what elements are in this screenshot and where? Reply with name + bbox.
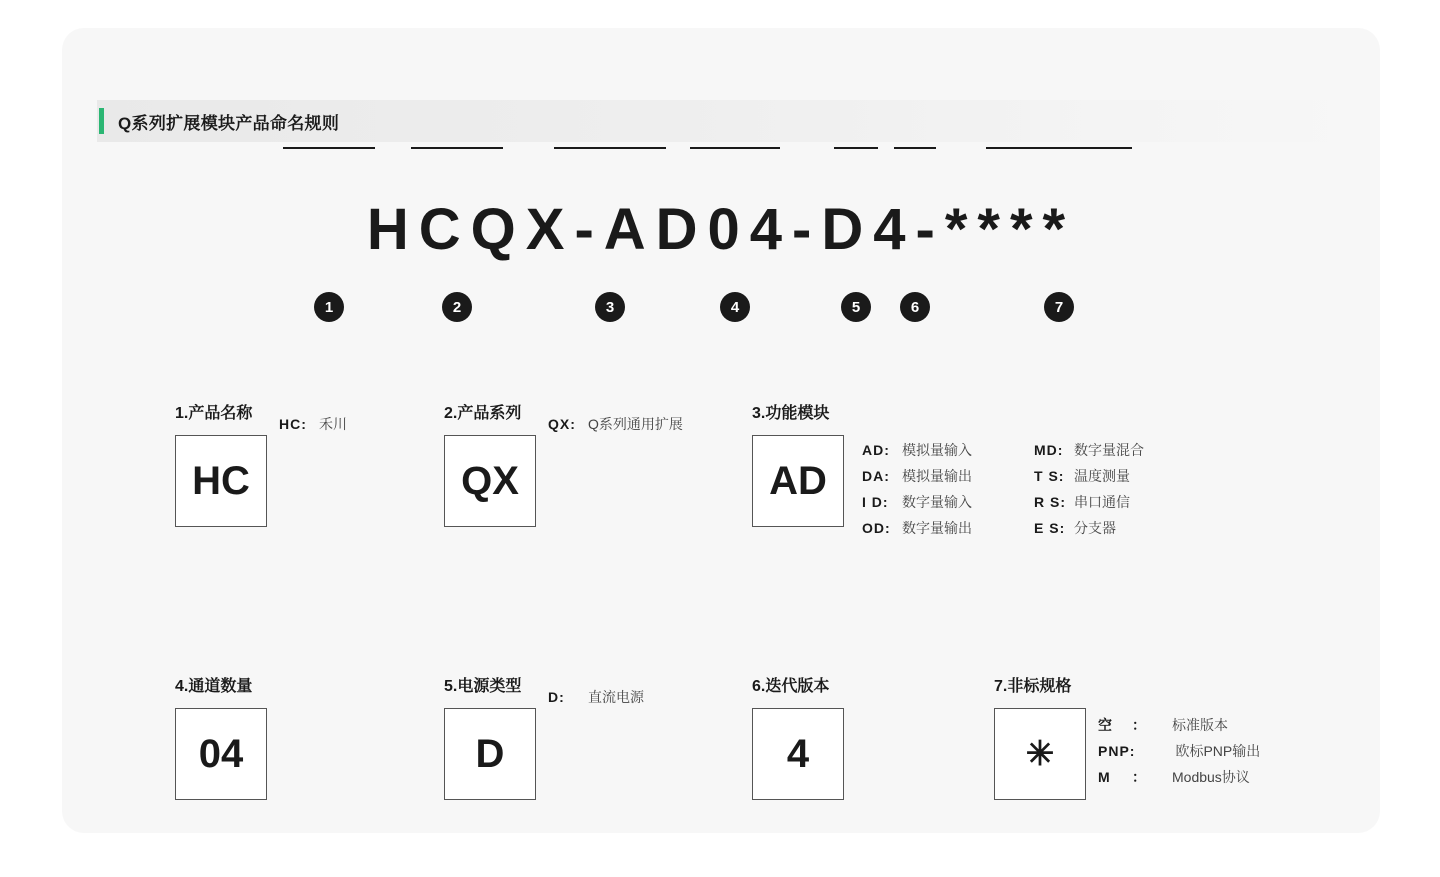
product-code: HCQX-AD04-D4-**** [366, 197, 1076, 262]
segment-bullet-2: 2 [442, 292, 472, 322]
legend-power-type [548, 684, 644, 710]
panel-header [97, 100, 1349, 142]
legend-function-module-col2 [1034, 437, 1144, 541]
section-title: 6.迭代版本 [752, 678, 830, 695]
section-function-module [752, 400, 1144, 541]
section-power-type [444, 673, 644, 800]
segment-bullet-1: 1 [314, 292, 344, 322]
legend-value: 禾川 [319, 416, 347, 432]
segment-underline-2 [411, 147, 503, 149]
legend-value: 数字量混合 [1074, 442, 1144, 458]
legend-function-module-col1 [862, 437, 972, 541]
code-box-hc: HC [175, 435, 267, 527]
code-box-4: 4 [752, 708, 844, 800]
legend-key: DA: [862, 468, 890, 484]
legend-key: D: [548, 689, 565, 705]
code-box-asterisk: ✳ [994, 708, 1086, 800]
segment-bullet-5: 5 [841, 292, 871, 322]
legend-product-series [548, 411, 683, 437]
code-box-qx: QX [444, 435, 536, 527]
naming-rule-panel [62, 28, 1380, 833]
segment-underline-6 [894, 147, 936, 149]
section-iteration-version [752, 673, 844, 800]
legend-value: 直流电源 [588, 689, 644, 705]
legend-key: I D: [862, 494, 889, 510]
section-title: 4.通道数量 [175, 678, 253, 695]
section-product-series [444, 400, 683, 527]
section-title: 5.电源类型 [444, 678, 522, 695]
legend-value: 模拟量输出 [902, 468, 972, 484]
segment-bullet-7: 7 [1044, 292, 1074, 322]
legend-value: 温度测量 [1074, 468, 1130, 484]
legend-value: 串口通信 [1074, 494, 1130, 510]
code-box-04: 04 [175, 708, 267, 800]
legend-separator [1135, 738, 1169, 764]
legend-value: 标准版本 [1172, 717, 1228, 733]
legend-key: QX: [548, 416, 576, 432]
legend-value: 模拟量输入 [902, 442, 972, 458]
segment-underline-5 [834, 147, 878, 149]
legend-value: 欧标PNP输出 [1175, 743, 1261, 759]
legend-key: 空 [1098, 717, 1113, 733]
code-box-d: D [444, 708, 536, 800]
code-box-ad: AD [752, 435, 844, 527]
legend-key: T S: [1034, 468, 1065, 484]
section-title: 1.产品名称 [175, 405, 253, 422]
segment-bullet-6: 6 [900, 292, 930, 322]
legend-product-name [279, 411, 347, 437]
legend-value: 分支器 [1074, 520, 1116, 536]
section-title: 7.非标规格 [994, 678, 1072, 695]
legend-value: 数字量输出 [902, 520, 972, 536]
legend-nonstandard-spec [1098, 708, 1260, 790]
segment-underline-7 [986, 147, 1132, 149]
segment-bullet-3: 3 [595, 292, 625, 322]
segment-underline-1 [283, 147, 375, 149]
legend-key: HC: [279, 416, 307, 432]
section-product-name [175, 400, 347, 527]
section-title: 2.产品系列 [444, 405, 522, 422]
segment-underline-4 [690, 147, 780, 149]
legend-key: PNP: [1098, 743, 1136, 759]
page-title: Q系列扩展模块产品命名规则 [118, 113, 340, 133]
segment-bullet-4: 4 [720, 292, 750, 322]
legend-separator: ： [1132, 769, 1147, 785]
legend-key: M [1098, 769, 1111, 785]
legend-value: Modbus协议 [1172, 769, 1250, 785]
section-nonstandard-spec [994, 673, 1260, 800]
legend-key: MD: [1034, 442, 1064, 458]
section-title: 3.功能模块 [752, 405, 830, 422]
legend-key: E S: [1034, 520, 1066, 536]
legend-value: Q系列通用扩展 [588, 416, 683, 432]
legend-value: 数字量输入 [902, 494, 972, 510]
legend-key: OD: [862, 520, 891, 536]
legend-key: AD: [862, 442, 890, 458]
accent-bar-icon [99, 108, 104, 134]
legend-separator: ： [1132, 717, 1147, 733]
segment-underline-3 [554, 147, 666, 149]
legend-key: R S: [1034, 494, 1066, 510]
section-channel-count [175, 673, 267, 800]
